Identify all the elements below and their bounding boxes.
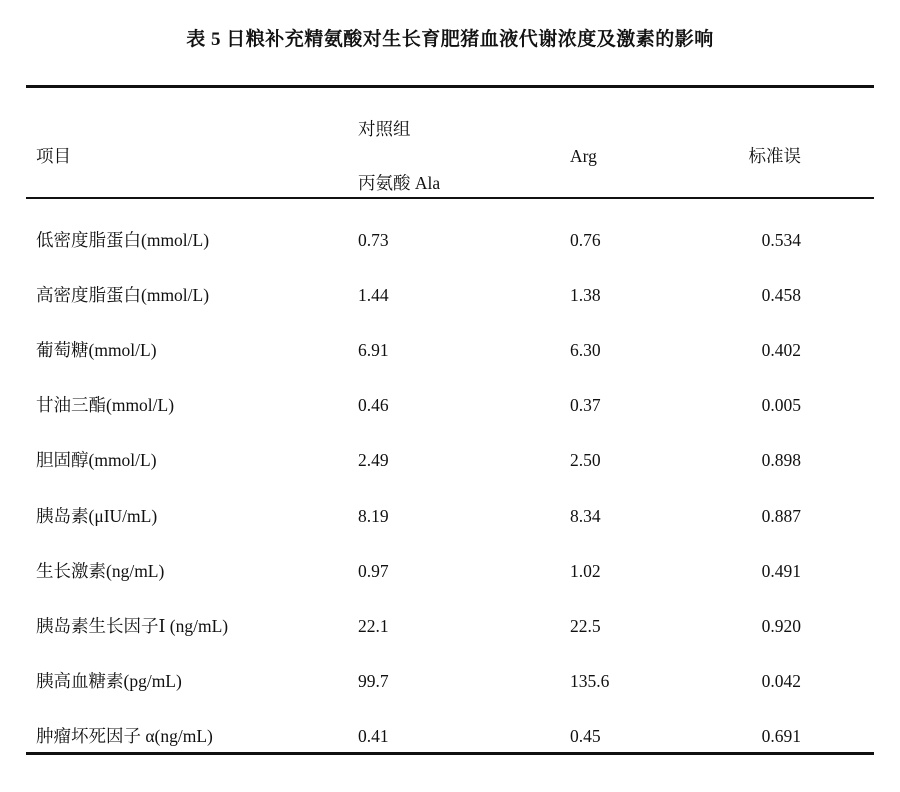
header-rule	[26, 197, 874, 199]
row-ala-value: 0.46	[358, 395, 389, 415]
row-se-value: 0.898	[761, 450, 801, 470]
row-arg-value: 1.38	[570, 285, 601, 305]
row-arg-value: 135.6	[570, 671, 610, 691]
row-se-value: 0.534	[761, 230, 801, 250]
bottom-rule	[26, 752, 874, 755]
row-item: 高密度脂蛋白(mmol/L)	[36, 285, 210, 305]
row-se-value: 0.042	[761, 671, 801, 691]
row-se-value: 0.691	[761, 726, 801, 746]
row-arg-value: 6.30	[570, 340, 601, 360]
row-se-value: 0.887	[761, 506, 801, 526]
row-item: 低密度脂蛋白(mmol/L)	[36, 230, 210, 250]
row-se-value: 0.491	[761, 561, 801, 581]
row-arg-value: 0.76	[570, 230, 601, 250]
header-arg: Arg	[570, 146, 597, 166]
row-item: 胰岛素生长因子Ⅰ (ng/mL)	[36, 616, 229, 636]
row-ala-value: 2.49	[358, 450, 389, 470]
row-item: 葡萄糖(mmol/L)	[36, 340, 157, 360]
row-item: 胰高血糖素(pg/mL)	[36, 671, 182, 691]
row-se-value: 0.458	[761, 285, 801, 305]
row-item: 甘油三酯(mmol/L)	[36, 395, 175, 415]
row-se-value: 0.920	[761, 616, 801, 636]
row-arg-value: 1.02	[570, 561, 601, 581]
row-ala-value: 0.73	[358, 230, 389, 250]
row-ala-value: 22.1	[358, 616, 389, 636]
row-se-value: 0.005	[761, 395, 801, 415]
row-arg-value: 0.37	[570, 395, 601, 415]
header-item: 项目	[36, 146, 71, 166]
row-ala-value: 0.97	[358, 561, 389, 581]
row-item: 肿瘤坏死因子 α(ng/mL)	[36, 726, 213, 746]
row-arg-value: 8.34	[570, 506, 601, 526]
row-item: 胰岛素(μIU/mL)	[36, 506, 158, 526]
row-ala-value: 6.91	[358, 340, 389, 360]
header-ala: 丙氨酸 Ala	[358, 173, 441, 193]
row-ala-value: 99.7	[358, 671, 389, 691]
row-ala-value: 8.19	[358, 506, 389, 526]
table-caption: 表 5 日粮补充精氨酸对生长育肥猪血液代谢浓度及激素的影响	[186, 29, 714, 50]
row-ala-value: 1.44	[358, 285, 389, 305]
row-arg-value: 2.50	[570, 450, 601, 470]
top-rule	[26, 85, 874, 88]
row-arg-value: 22.5	[570, 616, 601, 636]
row-ala-value: 0.41	[358, 726, 389, 746]
row-arg-value: 0.45	[570, 726, 601, 746]
row-item: 生长激素(ng/mL)	[36, 561, 165, 581]
header-standard-error: 标准误	[748, 146, 801, 166]
row-item: 胆固醇(mmol/L)	[36, 450, 157, 470]
row-se-value: 0.402	[761, 340, 801, 360]
header-control: 对照组	[358, 119, 411, 139]
